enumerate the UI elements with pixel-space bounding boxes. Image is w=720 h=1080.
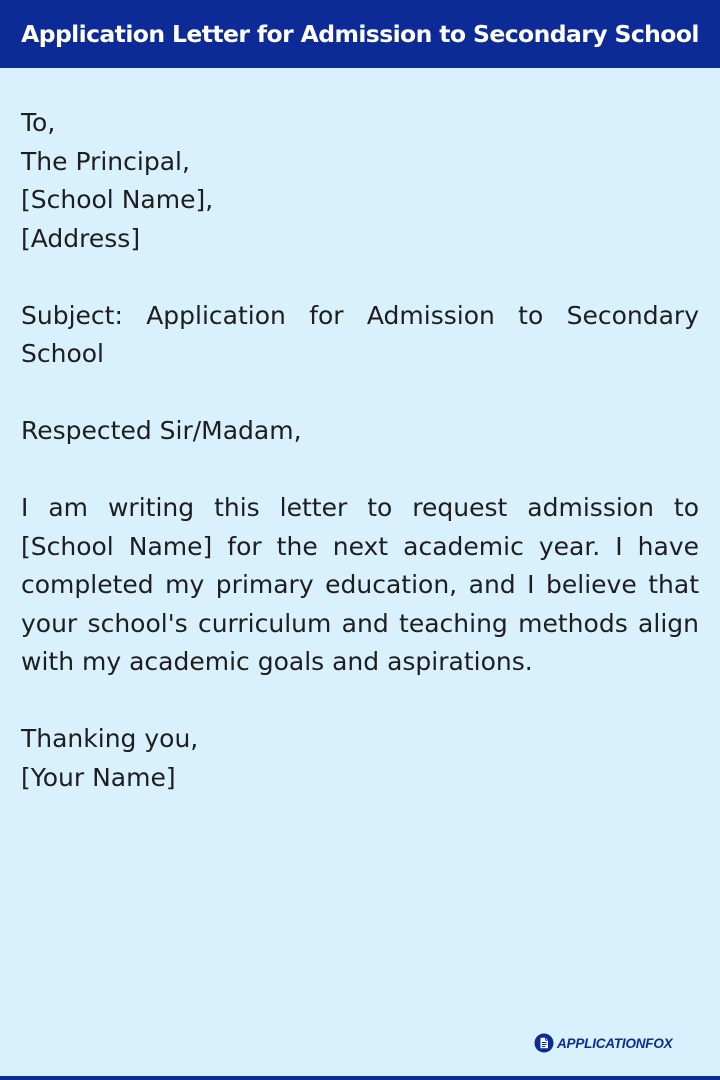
signature: [Your Name]: [21, 762, 176, 792]
document-icon: [534, 1033, 554, 1053]
header-bar: [0, 0, 720, 68]
address-line: [School Name],: [21, 185, 214, 214]
closing: Thanking you,: [21, 724, 199, 753]
address-line: To,: [21, 108, 56, 137]
page-title: Application Letter for Admission to Secondary School: [21, 20, 699, 48]
letter-body: [21, 104, 699, 797]
applicationfox-logo: [534, 1033, 672, 1053]
address-line: The Principal,: [21, 146, 190, 176]
logo-text: APPLICATIONFOX: [557, 1035, 673, 1051]
recipient-address: [21, 104, 699, 258]
body-paragraph: I am writing this letter to request admission to [School Name] for the next academic year. I have completed my primary education, and I believe that your school's curriculum and teaching methods align with my academic goals and aspirations.: [21, 493, 699, 676]
bottom-border: [0, 1076, 720, 1080]
salutation: Respected Sir/Madam,: [21, 416, 302, 445]
subject-line: Subject: Application for Admission to Secondary School: [21, 300, 699, 368]
closing-block: [21, 720, 699, 797]
address-line: [Address]: [21, 223, 141, 253]
